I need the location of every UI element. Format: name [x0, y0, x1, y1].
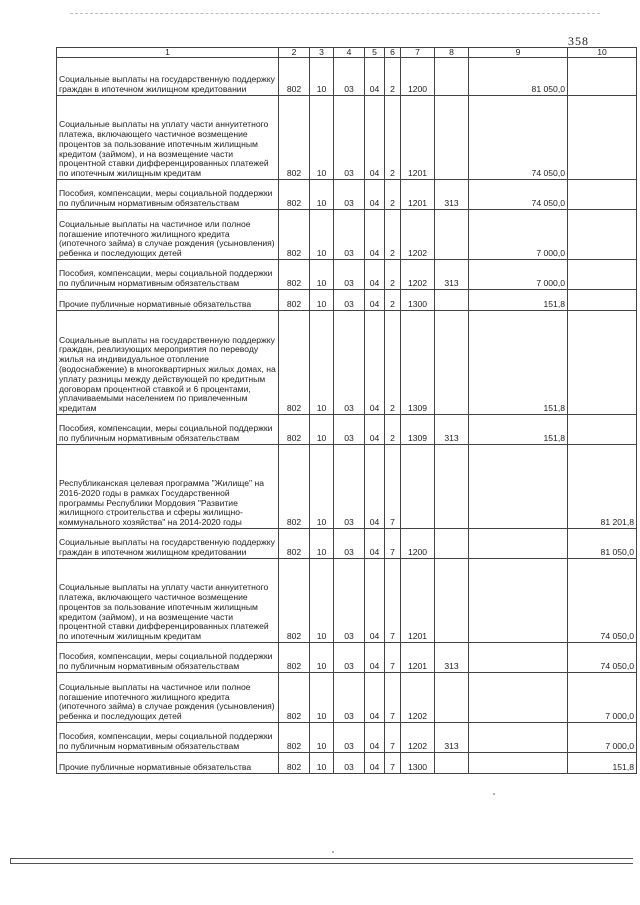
cell-expense-type [435, 445, 469, 529]
cell-expense-type [435, 58, 469, 96]
table-row [57, 58, 637, 96]
cell-description: Социальные выплаты на частичное или полное погашение ипотечного жилищного кредита (ипотечного займа) в случае рождения (усыновления) ребенка и последующих детей [57, 210, 279, 260]
cell-description: Прочие публичные нормативные обязательства [57, 753, 279, 774]
cell-total: 151,8 [568, 753, 637, 774]
cell-direction: 1300 [401, 753, 435, 774]
table-row [57, 529, 637, 559]
table-row [57, 723, 637, 753]
cell-section: 10 [310, 723, 334, 753]
table-row [57, 673, 637, 723]
table-row [57, 260, 637, 290]
cell-total [568, 260, 637, 290]
cell-description: Социальные выплаты на уплату части аннуитетного платежа, включающего частичное возмещение процентов за пользование ипотечным жилищным кредитом (займом), и на возмещение части процентной ставки дифференцированных платежей по ипотечным жилищным кредитам [57, 96, 279, 180]
cell-subprogram: 2 [385, 290, 401, 311]
cell-subprogram: 2 [385, 311, 401, 415]
cell-subprogram: 2 [385, 415, 401, 445]
cell-subprogram: 2 [385, 260, 401, 290]
cell-expense-type [435, 673, 469, 723]
cell-section: 10 [310, 180, 334, 210]
cell-section: 10 [310, 58, 334, 96]
table-row [57, 180, 637, 210]
cell-subprogram: 7 [385, 445, 401, 529]
cell-section: 10 [310, 445, 334, 529]
cell-subsection: 03 [334, 723, 365, 753]
cell-direction: 1201 [401, 643, 435, 673]
cell-subprogram: 7 [385, 753, 401, 774]
column-header: 3 [310, 48, 334, 58]
table-row [57, 643, 637, 673]
cell-expense-type [435, 753, 469, 774]
column-header: 5 [365, 48, 385, 58]
cell-section: 10 [310, 260, 334, 290]
cell-expense-type: 313 [435, 723, 469, 753]
cell-amount [469, 673, 568, 723]
cell-direction: 1201 [401, 559, 435, 643]
cell-amount: 151,8 [469, 290, 568, 311]
cell-ministry: 802 [279, 311, 310, 415]
table-row [57, 210, 637, 260]
cell-expense-type [435, 290, 469, 311]
cell-section: 10 [310, 290, 334, 311]
cell-expense-type: 313 [435, 643, 469, 673]
cell-ministry: 802 [279, 529, 310, 559]
cell-total [568, 290, 637, 311]
cell-description: Пособия, компенсации, меры социальной поддержки по публичным нормативным обязательствам [57, 643, 279, 673]
cell-expense-type: 313 [435, 180, 469, 210]
cell-description: Пособия, компенсации, меры социальной поддержки по публичным нормативным обязательствам [57, 723, 279, 753]
cell-amount [469, 529, 568, 559]
cell-total: 81 050,0 [568, 529, 637, 559]
cell-subsection: 03 [334, 559, 365, 643]
cell-direction: 1201 [401, 96, 435, 180]
cell-section: 10 [310, 96, 334, 180]
table-header-row [57, 48, 637, 58]
cell-ministry: 802 [279, 445, 310, 529]
cell-ministry: 802 [279, 260, 310, 290]
cell-program: 04 [365, 180, 385, 210]
cell-subsection: 03 [334, 290, 365, 311]
cell-subsection: 03 [334, 753, 365, 774]
cell-expense-type [435, 529, 469, 559]
cell-total [568, 180, 637, 210]
cell-section: 10 [310, 210, 334, 260]
cell-amount: 81 050,0 [469, 58, 568, 96]
cell-amount [469, 559, 568, 643]
cell-expense-type [435, 311, 469, 415]
cell-amount: 7 000,0 [469, 210, 568, 260]
scan-speck [493, 793, 495, 795]
cell-description: Республиканская целевая программа "Жилище" на 2016-2020 годы в рамках Государственной программы Республики Мордовия "Развитие жилищного строительства и сферы жилищно-коммунального хозяйства" на 2014-2020 годы [57, 445, 279, 529]
cell-direction: 1202 [401, 723, 435, 753]
cell-ministry: 802 [279, 415, 310, 445]
cell-subprogram: 2 [385, 96, 401, 180]
cell-total [568, 58, 637, 96]
cell-total: 74 050,0 [568, 559, 637, 643]
cell-program: 04 [365, 643, 385, 673]
cell-ministry: 802 [279, 673, 310, 723]
cell-description: Социальные выплаты на уплату части аннуитетного платежа, включающего частичное возмещение процентов за пользование ипотечным жилищным кредитом (займом), и на возмещение части процентной ставки дифференцированных платежей по ипотечным жилищным кредитам [57, 559, 279, 643]
cell-subsection: 03 [334, 260, 365, 290]
cell-expense-type: 313 [435, 415, 469, 445]
cell-description: Социальные выплаты на государственную поддержку граждан в ипотечном жилищном кредитовании [57, 529, 279, 559]
cell-subprogram: 2 [385, 58, 401, 96]
cell-direction: 1200 [401, 58, 435, 96]
cell-ministry: 802 [279, 180, 310, 210]
cell-ministry: 802 [279, 58, 310, 96]
cell-amount: 151,8 [469, 415, 568, 445]
cell-amount [469, 643, 568, 673]
cell-direction: 1202 [401, 673, 435, 723]
cell-total [568, 210, 637, 260]
cell-subsection: 03 [334, 210, 365, 260]
cell-subprogram: 7 [385, 723, 401, 753]
cell-amount [469, 753, 568, 774]
cell-direction: 1309 [401, 415, 435, 445]
cell-subsection: 03 [334, 311, 365, 415]
cell-expense-type [435, 559, 469, 643]
cell-total [568, 311, 637, 415]
table-row [57, 559, 637, 643]
table-row [57, 415, 637, 445]
cell-direction: 1202 [401, 210, 435, 260]
column-header: 7 [401, 48, 435, 58]
cell-total: 81 201,8 [568, 445, 637, 529]
cell-section: 10 [310, 673, 334, 723]
cell-ministry: 802 [279, 210, 310, 260]
scan-speck [332, 851, 334, 853]
cell-program: 04 [365, 415, 385, 445]
cell-program: 04 [365, 559, 385, 643]
cell-program: 04 [365, 96, 385, 180]
cell-program: 04 [365, 311, 385, 415]
cell-total: 74 050,0 [568, 643, 637, 673]
column-header: 1 [57, 48, 279, 58]
cell-expense-type: 313 [435, 260, 469, 290]
cell-subsection: 03 [334, 529, 365, 559]
cell-description: Социальные выплаты на государственную поддержку граждан, реализующих мероприятия по переводу жилья на индивидуальное отопление (водоснабжение) в многоквартирных жилых домах, на уплату разницы между действующей по кредитным договорам процентной ставкой и 6 процентами, уплачиваемыми населением по привлеченным кредитам [57, 311, 279, 415]
cell-expense-type [435, 96, 469, 180]
cell-amount: 7 000,0 [469, 260, 568, 290]
cell-subprogram: 7 [385, 643, 401, 673]
cell-ministry: 802 [279, 96, 310, 180]
cell-ministry: 802 [279, 723, 310, 753]
cell-total: 7 000,0 [568, 673, 637, 723]
cell-subsection: 03 [334, 96, 365, 180]
cell-direction: 1200 [401, 529, 435, 559]
cell-subsection: 03 [334, 445, 365, 529]
cell-amount: 74 050,0 [469, 96, 568, 180]
column-header: 6 [385, 48, 401, 58]
cell-ministry: 802 [279, 559, 310, 643]
cell-ministry: 802 [279, 290, 310, 311]
cell-section: 10 [310, 643, 334, 673]
cell-description: Пособия, компенсации, меры социальной поддержки по публичным нормативным обязательствам [57, 415, 279, 445]
cell-program: 04 [365, 529, 385, 559]
cell-subprogram: 2 [385, 180, 401, 210]
table-row [57, 290, 637, 311]
cell-subsection: 03 [334, 643, 365, 673]
table-row [57, 753, 637, 774]
column-header: 8 [435, 48, 469, 58]
cell-direction: 1300 [401, 290, 435, 311]
cell-amount [469, 445, 568, 529]
column-header: 4 [334, 48, 365, 58]
cell-program: 04 [365, 210, 385, 260]
cell-amount: 151,8 [469, 311, 568, 415]
cell-amount [469, 723, 568, 753]
table-row [57, 445, 637, 529]
cell-direction [401, 445, 435, 529]
cell-subprogram: 7 [385, 559, 401, 643]
cell-section: 10 [310, 559, 334, 643]
cell-program: 04 [365, 58, 385, 96]
cell-ministry: 802 [279, 643, 310, 673]
cell-expense-type [435, 210, 469, 260]
budget-table [56, 47, 637, 774]
cell-description: Прочие публичные нормативные обязательства [57, 290, 279, 311]
cell-program: 04 [365, 673, 385, 723]
column-header: 9 [469, 48, 568, 58]
cell-description: Пособия, компенсации, меры социальной поддержки по публичным нормативным обязательствам [57, 260, 279, 290]
cell-subprogram: 7 [385, 529, 401, 559]
footer-rule [10, 858, 633, 864]
column-header: 2 [279, 48, 310, 58]
cell-subsection: 03 [334, 58, 365, 96]
cell-description: Пособия, компенсации, меры социальной поддержки по публичным нормативным обязательствам [57, 180, 279, 210]
cell-subsection: 03 [334, 415, 365, 445]
cell-section: 10 [310, 311, 334, 415]
cell-description: Социальные выплаты на частичное или полное погашение ипотечного жилищного кредита (ипотечного займа) в случае рождения (усыновления) ребенка и последующих детей [57, 673, 279, 723]
cell-subprogram: 7 [385, 673, 401, 723]
table-row [57, 96, 637, 180]
cell-program: 04 [365, 290, 385, 311]
cell-subsection: 03 [334, 180, 365, 210]
page-number: 358 [568, 34, 589, 48]
cell-total [568, 415, 637, 445]
cell-total: 7 000,0 [568, 723, 637, 753]
cell-total [568, 96, 637, 180]
cell-direction: 1202 [401, 260, 435, 290]
cell-description: Социальные выплаты на государственную поддержку граждан в ипотечном жилищном кредитовании [57, 58, 279, 96]
cell-amount: 74 050,0 [469, 180, 568, 210]
cell-section: 10 [310, 753, 334, 774]
cell-program: 04 [365, 445, 385, 529]
cell-section: 10 [310, 415, 334, 445]
column-header: 10 [568, 48, 637, 58]
cell-program: 04 [365, 753, 385, 774]
cell-program: 04 [365, 723, 385, 753]
cell-section: 10 [310, 529, 334, 559]
cell-program: 04 [365, 260, 385, 290]
cell-ministry: 802 [279, 753, 310, 774]
cell-subsection: 03 [334, 673, 365, 723]
table-row [57, 311, 637, 415]
top-scan-rule [70, 13, 600, 14]
cell-subprogram: 2 [385, 210, 401, 260]
cell-direction: 1201 [401, 180, 435, 210]
cell-direction: 1309 [401, 311, 435, 415]
